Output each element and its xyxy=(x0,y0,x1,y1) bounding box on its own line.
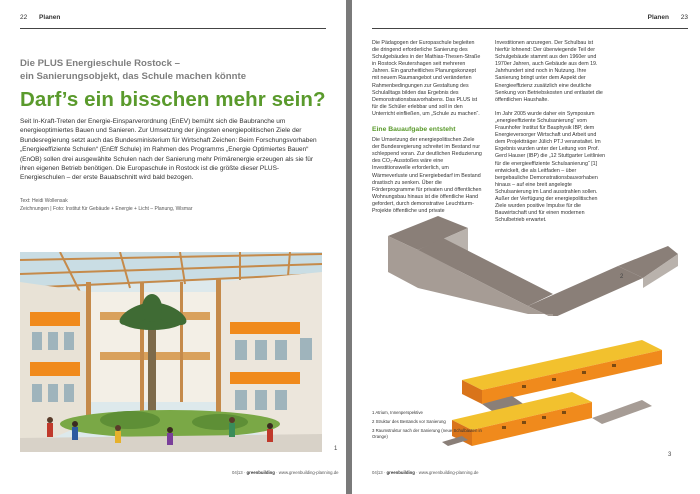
col2-paragraph-2: Im Jahr 2005 wurde daher ein Symposium „energieeffiziente Schulsanierung“ vom Fraunhofer Institut für Bauphysik IBP, dem Energieversorger Wirtschaft und Arbeit und dem Projektträger Jülich PTJ veranstaltet. Im Ergebnis wurden unter der Leitung von Prof. Gerd Hauser (IBP) die „12 Stuttgarter Leitlinien für die energieeffiziente Schulsanierung“ [1] entwickelt, die als Leitfaden – über bergebauliche Demonstrationsbauvorhaben hinaus – auf eine breit angelegte Schulsanierung im Land ausstrahlen sollen. Außer der Verfügung der energiepolitischen Ziele wurden positive Impulse für die Bauwirtschaft und für einen modernen Schulbetrieb erwartet. xyxy=(495,110,606,224)
atrium-drawing xyxy=(20,252,322,452)
right-footer-magazine: greenbuilding xyxy=(386,470,415,475)
right-page-header xyxy=(648,14,688,21)
left-page-number: 22 xyxy=(20,14,28,21)
article-kicker xyxy=(20,58,340,83)
legend-item-3: 3 Raumstruktur nach der Sanierung (neue Schulbauten in Orange) xyxy=(372,428,482,439)
credit-author: Text: Heidi Wollensak xyxy=(20,198,68,204)
left-header-rule xyxy=(20,28,326,29)
right-header-rule xyxy=(372,28,688,29)
left-footer-url: www.greenbuilding-planning.de xyxy=(278,470,339,475)
left-footer-issue: 04|13 xyxy=(232,470,243,475)
figure-3-number: 3 xyxy=(668,452,672,458)
article-headline: Darf’s ein bisschen mehr sein? xyxy=(20,88,326,111)
left-footer-magazine: greenbuilding xyxy=(246,470,275,475)
credit-drawings: Zeichnungen | Foto: Institut für Gebäude + Energie + Licht – Planung, Wismar xyxy=(20,206,193,212)
col2-paragraph-1: Investitionen anzuregen. Der Schulbau ist hierfür lohnend: Der überwiegende Teil der Schulgebäude stammt aus den 1960er und 1970er Jahren, auch Gebäude aus dem 19. Jahrhundert sind noch in Nutzung. Ihre Sanierung bringt unter dem Aspekt der Energieeffizienz zusätzlich eine deutliche Senkung von Betriebskosten und entlastet die öffentlichen Haushalte. xyxy=(495,40,603,103)
right-footer-issue: 04|13 xyxy=(372,470,383,475)
text-column-1 xyxy=(372,40,483,222)
left-section-title: Planen xyxy=(39,14,61,21)
article-lead: Seit In-Kraft-Treten der Energie-Einsparverordnung (EnEV) bemüht sich die Baubranche um energieoptimiertes Bauen und Sanieren. Zur Umsetzung der jüngsten energiepolitischen Ziele der Bundesregierung setzt auch das Bundesministerium für Wirtschaft Zeichen: Beim Forschungsvorhaben „Energieeffiziente Schulen“ (EnEff Schule) im Rahmen des Programms „Energie Optimiertes Bauen“ (EnOB) sollen drei ausgewählte Schulen nach der Sanierung mehr Primärenergie erzeugen als sie für ihren eigenen Betrieb benötigen. Die Europaschule in Rostock ist die größte dieser PLUS-Energieschulen – der erste Bauabschnitt wird bald bezogen. xyxy=(20,118,317,182)
right-footer: 04|13 · greenbuilding · www.greenbuilding-planning.de xyxy=(372,470,479,475)
legend-item-1: 1 Atrium, Innenperspektive xyxy=(372,410,423,415)
right-footer-url: www.greenbuilding-planning.de xyxy=(418,470,479,475)
atrium-illustration xyxy=(20,252,322,452)
col1-paragraph-2: Die Umsetzung der energiepolitischen Ziele der Bundesregierung schreitet im Bestand nur schleppend voran. Zur deutlichen Reduzierung des CO₂-Ausstoßes wäre eine Investitionswelle erforderlich, um Wärmeverluste und Energiebedarf im Bestand drastisch zu senken. Über die Förderprogramme für privaten und öffentlichen Wohnungsbau hinaus ist die öffentliche Hand gefordert, durch demonstrative Leuchtturm-Projekte öffentliche und private xyxy=(372,137,482,214)
left-footer: 04|13 · greenbuilding · www.greenbuilding-planning.de xyxy=(232,470,339,475)
legend-item-2: 2 Struktur des Bestands vor Sanierung xyxy=(372,419,446,424)
left-page xyxy=(0,0,346,494)
text-column-2 xyxy=(495,40,606,231)
col1-paragraph-1: Die Pädagogen der Europaschule begleiten die dringend erforderliche Sanierung des Schulgebäudes in der Mathias-Thesen-Straße in Rostock Reutershagen seit mehreren Jahren. Ein ganzheitliches Planungskonzept mit neuem Raumangebot und veränderten Rahmenbedingungen zur Gestaltung des Schulalltags bilden das Ergebnis des Demonstrationsbauvorhabens. Das PLUS ist für die Schüler erlebbar und soll in den Unterricht einfließen, um „Schule zu machen“. xyxy=(372,40,481,117)
figure-1-number: 1 xyxy=(334,446,338,452)
figure-legend xyxy=(372,410,492,443)
col1-subheading: Eine Bauaufgabe entsteht xyxy=(372,126,456,134)
kicker-line-1: Die PLUS Energieschule Rostock – xyxy=(20,58,180,69)
figure-2-existing-structure xyxy=(378,206,678,316)
kicker-line-2: ein Sanierungsobjekt, das Schule machen könnte xyxy=(20,70,247,82)
figure-2-number: 2 xyxy=(620,274,624,280)
right-page xyxy=(352,0,700,494)
right-page-number: 23 xyxy=(680,14,688,21)
left-page-header xyxy=(20,14,60,21)
right-section-title: Planen xyxy=(647,14,669,21)
